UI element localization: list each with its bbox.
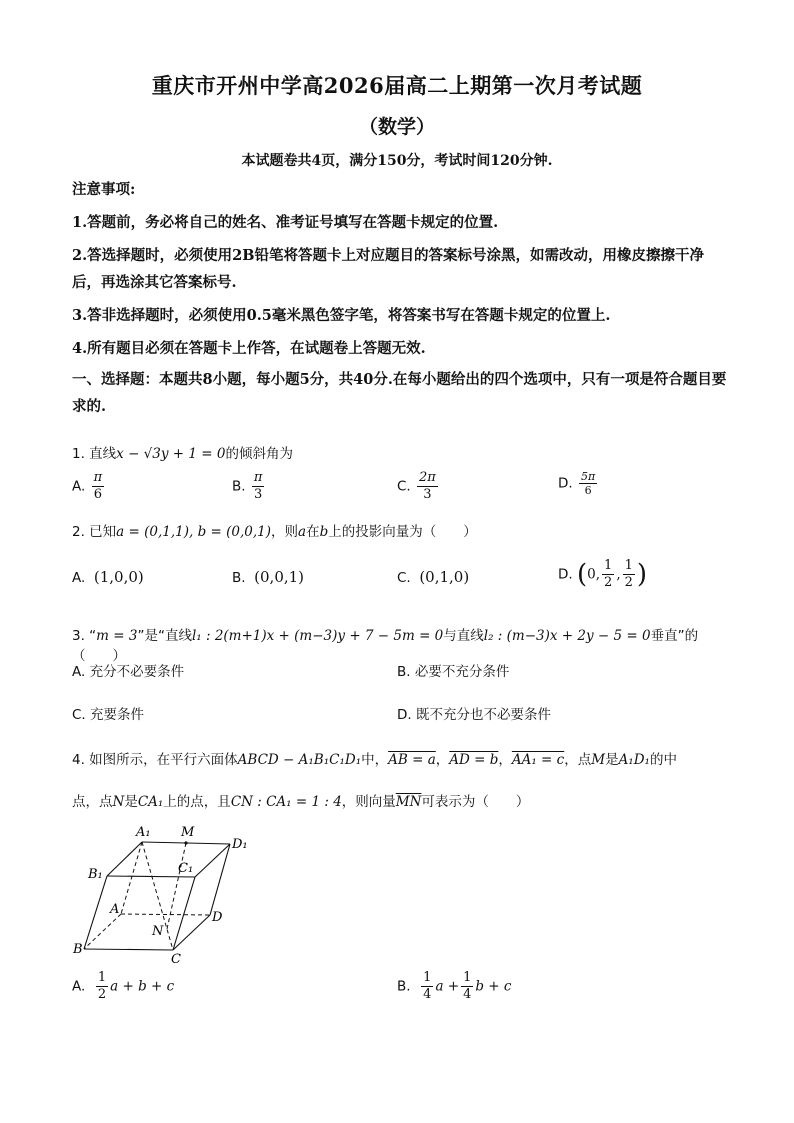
q4-option-b-fraction-2: $\frac{1}{4}$ [463,970,472,1002]
q1-option-d-fraction: $\frac{5\pi}{6}$ [580,470,596,497]
q1-option-c [397,470,440,503]
q4-vector-aa1: AA₁ = c [511,752,565,768]
q4-point-m: M [591,752,606,768]
option-value: 充分不必要条件 [89,664,185,680]
notes-heading: 注意事项: [72,181,136,198]
label-c1: C₁ [178,861,194,876]
notes-section [72,176,727,362]
paren-open: ( [576,559,588,590]
option-label: B. [232,570,246,586]
option-value: (0,1,0) [419,568,470,586]
option-value: , [616,566,621,583]
option-value: a + b + c [110,978,175,995]
q2-text: ，则 [271,524,298,540]
label-a1: A₁ [136,825,151,840]
note-item-2: 2.答选择题时，必须使用2B铅笔将答题卡上对应题目的答案标号涂黑，如需改动，用橡皮擦擦干净后，再选涂其它答案标号. [72,247,704,291]
question-3 [72,624,732,664]
q4-point-n: N [112,794,125,810]
option-label: C. [72,707,86,723]
option-label: A. [72,664,86,680]
q3-option-c [72,703,144,723]
exam-subject: （数学） [358,116,435,138]
q2-option-d [558,558,647,591]
q2-option-c [397,568,469,586]
q1-option-a [72,470,106,503]
option-value: 必要不充分条件 [414,664,510,680]
q2-number: 2. 已知 [72,524,117,540]
option-label: A. [72,478,86,495]
question-2 [72,520,732,540]
option-value: b + c [475,978,512,995]
q4-text: ，点 [564,752,592,768]
section-1-heading: 一、选择题：本题共8小题，每小题5分，共40分.在每小题给出的四个选项中，只有一项是符合题目要求的. [72,371,727,415]
q3-line-l1: l₁ : 2(m+1)x + (m−3)y + 7 − 5m = 0 [191,628,444,644]
q1-option-b-fraction: $\frac{\pi}{3}$ [253,470,263,502]
option-value: 0, [587,566,601,583]
label-d1: D₁ [232,837,248,852]
option-value: (1,0,0) [93,568,144,586]
label-a: A [110,902,120,917]
q3-number: 3. “ [72,628,97,644]
q1-option-a-fraction: $\frac{\pi}{6}$ [93,470,103,502]
q3-text: ”是“直线 [137,628,192,644]
option-label: B. [232,478,246,495]
q4-option-b [397,970,511,1003]
q4-segment-ca1: CA₁ [137,794,164,810]
q3-tail: 垂直”的（ ） [72,628,699,664]
q4-solid: ABCD − A₁B₁C₁D₁ [237,752,362,768]
q1-option-b [232,470,266,503]
q4-vector-ad: AD = b [449,752,499,768]
edge-d1-d [210,844,230,915]
q4-option-a-fraction: $\frac{1}{2}$ [97,970,107,1002]
option-label: C. [397,570,411,586]
q2-option-d-fraction-1: $\frac{1}{2}$ [604,558,613,590]
q4-option-a [72,970,174,1003]
question-4-line-2 [72,790,732,810]
q2-vector-b: b [319,524,329,540]
q1-equation: x − √3y + 1 = 0 [116,446,226,462]
label-b: B [73,942,83,957]
option-label: D. [558,475,573,492]
exam-title: 重庆市开州中学高2026届高二上期第一次月考试题 [151,73,643,98]
q2-option-a [72,568,144,586]
q4-text: 是 [605,752,619,768]
option-label: D. [397,707,412,723]
q2-tail: 上的投影向量为（ ） [328,524,477,540]
question-1 [72,442,732,462]
q2-text: 在 [306,524,320,540]
q3-option-b [397,660,509,680]
option-label: D. [558,566,573,583]
q2-option-b [232,568,304,586]
q4-vector-mn: $\overline{MN}$ [395,794,422,810]
option-label: B. [397,978,411,995]
q1-option-c-fraction: $\frac{2\pi}{3}$ [419,470,436,502]
q4-segment-a1d1: A₁D₁ [618,752,650,768]
hidden-edge-a-d [121,914,210,915]
option-label: A. [72,978,86,995]
q3-option-a [72,660,184,680]
q3-option-d [397,703,551,723]
q3-line-l2: l₂ : (m−3)x + 2y − 5 = 0 [483,628,651,644]
edge-b1-c1 [107,876,195,877]
q4-ratio: CN : CA₁ = 1 : 4 [230,794,342,810]
option-value: (0,0,1) [254,568,305,586]
edge-b-c [84,949,173,950]
q4-text: 4. 如图所示，在平行六面体 [72,752,238,768]
q3-condition: m = 3 [96,628,138,644]
q4-text: 点，点 [72,794,113,810]
option-label: C. [397,478,411,495]
label-n: N [152,924,164,939]
note-item-3: 3.答非选择题时，必须使用0.5毫米黑色签字笔，将答案书写在答题卡规定的位置上. [72,307,611,324]
note-item-4: 4.所有题目必须在答题卡上作答，在试题卷上答题无效. [72,340,426,357]
option-value: 既不充分也不必要条件 [415,707,551,723]
q4-vector-ab: AB = a [388,752,436,768]
q4-text: 的中 [649,752,677,768]
option-value: a + [435,978,460,995]
q4-text: ， [498,752,512,768]
question-4-line-1 [72,748,732,768]
q2-option-d-fraction-2: $\frac{1}{2}$ [624,558,633,590]
q4-text: ，则向量 [341,794,396,810]
label-d: D [212,910,223,925]
q4-text: 上的点，且 [163,794,231,810]
parallelepiped-figure [70,822,270,967]
q1-number: 1. 直线 [72,446,117,462]
option-value: 充要条件 [90,707,145,723]
q2-condition: a = (0,1,1), b = (0,0,1) [116,524,271,540]
q4-text: 是 [124,794,138,810]
paren-close: ) [636,559,648,590]
option-label: A. [72,570,86,586]
q4-option-b-fraction-1: $\frac{1}{4}$ [423,970,432,1002]
q1-tail: 的倾斜角为 [225,446,293,462]
q2-vector-a: a [298,524,307,540]
label-c: C [171,952,181,967]
label-m: M [181,825,195,840]
edge-c1-d1 [195,844,230,877]
option-label: B. [397,664,411,680]
q1-option-d [558,470,599,497]
exam-info: 本试题卷共4页，满分150分，考试时间120分钟. [241,153,553,169]
point-m-dot [184,841,187,844]
q4-text: ， [435,752,450,768]
note-item-1: 1.答题前，务必将自己的姓名、准考证号填写在答题卡规定的位置. [72,214,499,231]
q4-text: 中， [361,752,389,768]
q4-tail: 可表示为（ ） [421,794,530,810]
q3-text: 与直线 [443,628,484,644]
label-b1: B₁ [88,867,103,882]
